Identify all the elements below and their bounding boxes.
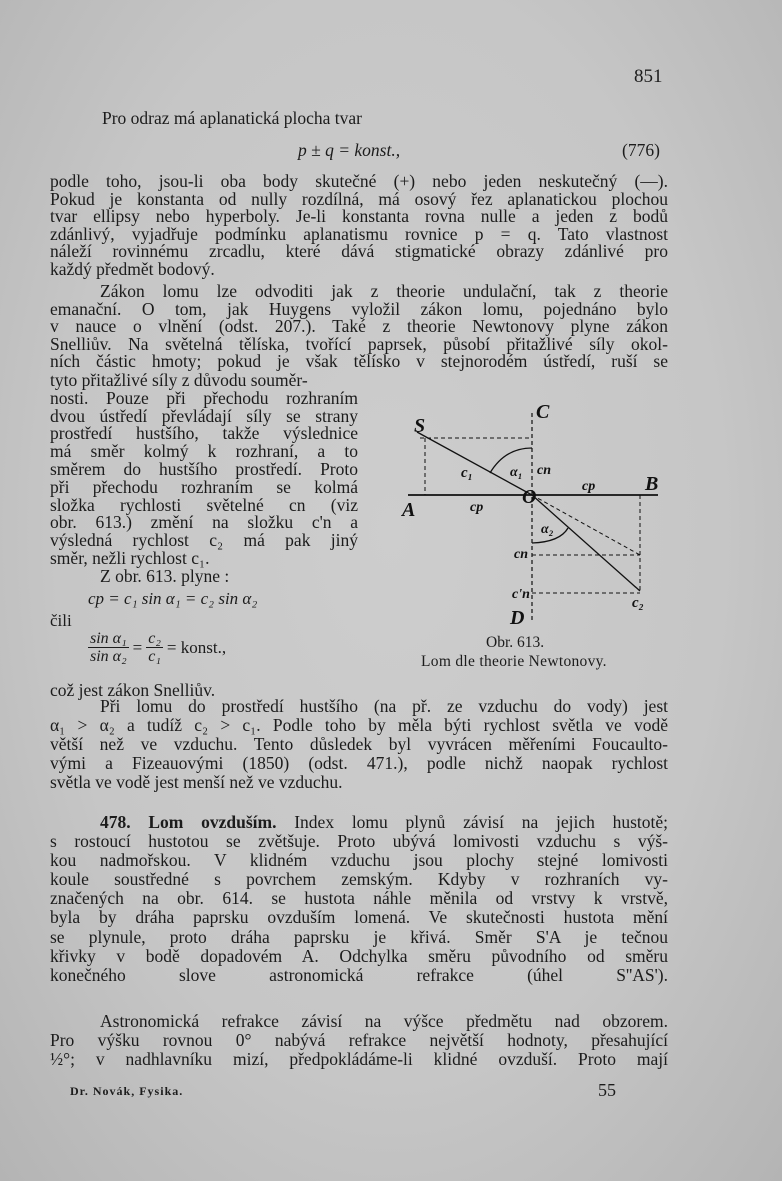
intro-line: Pro odraz má aplanatická plocha tvar bbox=[102, 108, 362, 128]
text-line: se plynule, proto dráha paprsku je křivá. Směr S'A je tečnou bbox=[50, 926, 668, 947]
text-line: Snelliův. Na světelná tělíska, tvořící paprsek, působí přitažlivé síly okol- bbox=[50, 333, 668, 354]
section-478 bbox=[50, 813, 668, 985]
text-line: Při lomu do prostředí hustšího (na př. ze vzduchu do vody) jest bbox=[100, 696, 668, 716]
text-line: koule soustředné s povrchem zemským. Kdyby v rozhraních vy- bbox=[50, 869, 668, 890]
label-cp-right: cp bbox=[582, 479, 596, 494]
text-line: zdánlivý, vyjadřuje podmínku aplanatismu rovnice p = q. Tato vlastnost bbox=[50, 223, 668, 244]
ray-refracted bbox=[532, 495, 640, 591]
label-a: A bbox=[402, 499, 416, 521]
label-cn-top: cn bbox=[537, 463, 551, 478]
equation-776: p ± q = konst., bbox=[298, 140, 401, 160]
footer-sheet-number: 55 bbox=[598, 1080, 616, 1100]
text-line: křivky v bodě dopadovém A. Odchylka směru původního od směru bbox=[50, 945, 668, 966]
text-line: α₁ > α₂ a tudíž c₂ > c₁. Podle toho by měla býti rychlost světla ve vodě bbox=[50, 715, 668, 736]
label-c: C bbox=[536, 401, 550, 423]
text-line: světla ve vodě jest menší než ve vzduchu. bbox=[50, 772, 343, 793]
text-line: každý předmět bodový. bbox=[50, 258, 215, 279]
text-line: výsledná rychlost c₂ má pak jiný bbox=[50, 530, 358, 551]
label-c2: c₂ bbox=[632, 595, 644, 611]
equals-sign: = bbox=[132, 637, 143, 657]
label-b: B bbox=[645, 473, 659, 495]
text-line: obr. 613.) změní na složku c'n a bbox=[50, 512, 358, 533]
label-c1: c₁ bbox=[461, 465, 473, 481]
fraction-denominator: c₁ bbox=[148, 648, 161, 665]
text-line: Pokud je konstanta od nully rozdílná, má osový řez aplanatickou plochou bbox=[50, 188, 668, 209]
paragraph-astronomical-refraction bbox=[50, 1012, 668, 1069]
text-line: Astronomická refrakce závisí na výšce předmětu nad obzorem. bbox=[100, 1011, 668, 1031]
text-line: emanační. O tom, jak Huygens vyložil zákon lomu, pojednáno bylo bbox=[50, 298, 668, 319]
label-cn-bottom: cn bbox=[514, 547, 528, 562]
text-line: směr, nežli rychlost c₁. bbox=[50, 547, 210, 568]
text-line: náleží rovinnému zrcadlu, které dává stigmatické obrazy zdánlivé pro bbox=[50, 241, 668, 262]
snell-conclusion: což jest zákon Snelliův. bbox=[50, 680, 216, 700]
text-line: má směr kolmý k rozhraní, a to bbox=[50, 441, 358, 462]
text-line bbox=[50, 813, 668, 832]
text-line: byla by dráha paprsku ovzduším lomená. Ve skutečnosti hustota mění bbox=[50, 907, 668, 928]
fraction-numerator: sin α₁ bbox=[90, 630, 127, 647]
paragraph-water-speed bbox=[50, 697, 668, 792]
footer-signature: Dr. Novák, Fysika. bbox=[70, 1084, 184, 1098]
section-heading: 478. Lom ovzduším. bbox=[100, 812, 277, 832]
figure-caption-number: Obr. 613. bbox=[486, 634, 545, 651]
derivation-intro: Z obr. 613. plyne : bbox=[100, 565, 230, 586]
label-s: S bbox=[414, 415, 426, 437]
text-line: vými a Fizeauovými (1850) (odst. 471.), podle nichž naopak rychlost bbox=[50, 753, 668, 774]
figure-caption-text: Lom dle theorie Newtonovy. bbox=[421, 653, 607, 670]
text-line: kou nadmořskou. V klidném vzduchu jsou plochy stejné lomivosti bbox=[50, 850, 668, 871]
text-line: tvar ellipsy nebo hyperboly. Je-li konstanta rovna nulle a jeden z bodů bbox=[50, 206, 668, 227]
label-alpha1: α₁ bbox=[510, 465, 523, 480]
equation-snell-components: cp = c₁ sin α₁ = c₂ sin α₂ bbox=[88, 589, 258, 608]
text-line: značených na obr. 614. se hustota náhle měnila od vrstvy k vrstvě, bbox=[50, 888, 668, 909]
text-line: složka rychlosti světelné cn (viz bbox=[50, 494, 358, 515]
label-cn-prime: c'n bbox=[512, 587, 530, 602]
cili-label: čili bbox=[50, 611, 72, 630]
text-line: nosti. Pouze při přechodu rozhraním bbox=[50, 387, 358, 408]
text-line: Pro výšku rovnou 0° nabývá refrakce největší hodnoty, přesahující bbox=[50, 1030, 668, 1051]
page-number: 851 bbox=[634, 66, 663, 87]
fraction-denominator: sin α₂ bbox=[90, 648, 127, 665]
ray-incident bbox=[417, 432, 532, 495]
text-line: ních částic hmoty; pokud je však tělísko v stejnorodém ústředí, ruší se bbox=[50, 351, 668, 372]
equation-end: = konst., bbox=[166, 637, 227, 657]
text-line: konečného slove astronomická refrakce (úhel S''AS'). bbox=[50, 964, 668, 985]
fraction-numerator: c₂ bbox=[148, 630, 161, 647]
label-d: D bbox=[510, 607, 525, 629]
text-line: prostředí hustšího, takže výslednice bbox=[50, 423, 358, 444]
text-line: větší než ve vzduchu. Tento důsledek byl vyvrácen měřeními Foucaulto- bbox=[50, 734, 668, 755]
text-line: ½°; v nadhlavníku mizí, předpokládáme-li klidné ovzduší. Proto mají bbox=[50, 1049, 668, 1070]
label-o: O bbox=[522, 486, 537, 508]
equation-number: (776) bbox=[622, 140, 660, 160]
text-line: v nauce o vlnění (odst. 207.). Také z theorie Newtonovy plyne zákon bbox=[50, 316, 668, 337]
text-line: při přechodu rozhraním se kolmá bbox=[50, 476, 358, 497]
label-alpha2: α₂ bbox=[541, 522, 554, 537]
text-line: podle toho, jsou-li oba body skutečné (+) nebo jeden neskutečný (—). bbox=[50, 171, 668, 191]
section-first-line: Index lomu plynů závisí na jejich hustotě; bbox=[294, 812, 669, 832]
text-line: s rostoucí hustotou se zvětšuje. Proto ubývá lomivosti vzduchu s výš- bbox=[50, 831, 668, 852]
text-line: směrem do hustšího prostředí. Proto bbox=[50, 458, 358, 479]
text-line: Zákon lomu lze odvoditi jak z theorie undulační, tak z theorie bbox=[100, 281, 668, 301]
text-line: tyto přitažlivé síly z důvodu souměr- bbox=[50, 370, 308, 390]
label-cp-left: cp bbox=[470, 500, 484, 515]
text-line: dvou ústředí převládají síly se strany bbox=[50, 405, 358, 426]
